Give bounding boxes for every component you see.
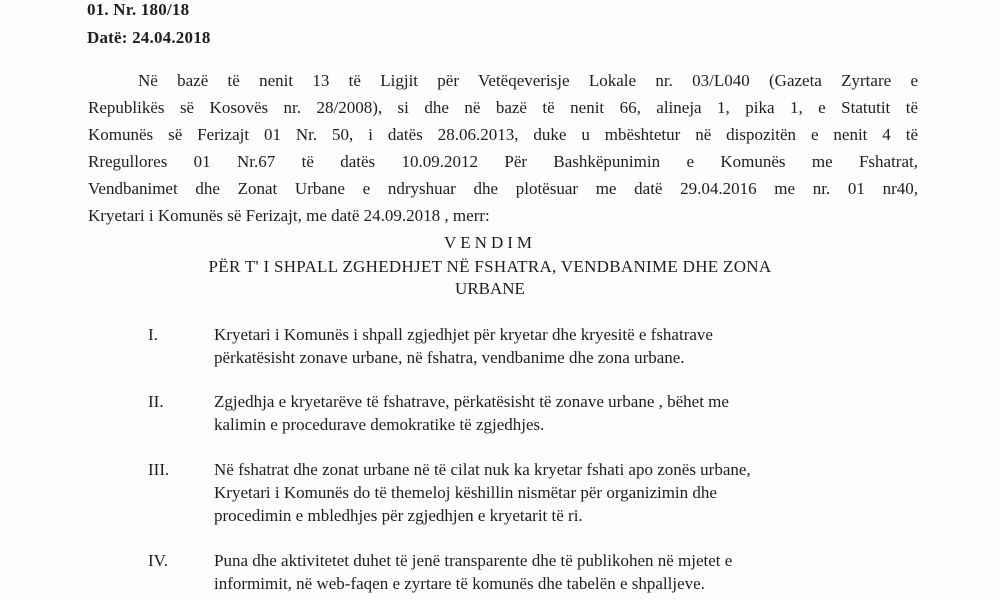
intro-line: Në bazë të nenit 13 të Ligjit për Vetëqeverisje Lokale nr. 03/L040 (Gazeta Zyrtare e (138, 71, 918, 90)
intro-line: Vendbanimet dhe Zonat Urbane e ndryshuar dhe plotësuar me datë 29.04.2016 me nr. 01 nr40, (88, 179, 918, 198)
intro-line: Republikës së Kosovës nr. 28/2008), si dhe në bazë të nenit 66, alineja 1, pika 1, e Statutit të (88, 98, 918, 117)
item-numeral: II. (148, 392, 164, 411)
item-numeral: III. (148, 460, 170, 479)
document-number: 01. Nr. 180/18 (87, 0, 190, 19)
intro-line: Rregullores 01 Nr.67 të datës 10.09.2012 Për Bashkëpunimin e Komunës me Fshatrat, (88, 152, 918, 171)
item-text (214, 390, 914, 436)
decision-subtitle-line: PËR T' I SHPALL ZGHEDHJET NË FSHATRA, VENDBANIME DHE ZONA (208, 257, 772, 276)
item-line: Kryetari i Komunës i shpall zgjedhjet për kryetar dhe kryesitë e fshatrave (214, 325, 713, 344)
item-text (214, 458, 914, 527)
intro-line: Kryetari i Komunës së Ferizajt, me datë 24.09.2018 , merr: (88, 206, 490, 225)
decision-subtitle-line: URBANE (455, 279, 525, 298)
decision-title: VENDIM (444, 233, 536, 252)
item-line: procedimin e mbledhjes për zgjedhjen e kryetarit të ri. (214, 506, 583, 525)
item-line: Zgjedhja e kryetarëve të fshatrave, përkatësisht të zonave urbane , bëhet me (214, 392, 729, 411)
item-line: Në fshatrat dhe zonat urbane në të cilat nuk ka kryetar fshati apo zonës urbane, (214, 460, 751, 479)
document-date: Datë: 24.04.2018 (87, 28, 211, 47)
item-text (214, 549, 914, 595)
item-numeral: IV. (148, 551, 168, 570)
item-line: kalimin e procedurave demokratike të zgjedhjes. (214, 415, 545, 434)
item-numeral: I. (148, 325, 158, 344)
item-text (214, 323, 914, 369)
item-line: Kryetari i Komunës do të themeloj këshillin nismëtar për organizimin dhe (214, 483, 717, 502)
item-line: informimit, në web-faqen e zyrtare të komunës dhe tabelën e shpalljeve. (214, 574, 705, 593)
intro-line: Komunës së Ferizajt 01 Nr. 50, i datës 28.06.2013, duke u mbështetur në dispozitën e nenit 4 të (88, 125, 918, 144)
item-line: përkatësisht zonave urbane, në fshatra, vendbanime dhe zona urbane. (214, 348, 685, 367)
intro-paragraph (88, 67, 918, 229)
item-line: Puna dhe aktivitetet duhet të jenë transparente dhe të publikohen në mjetet e (214, 551, 733, 570)
